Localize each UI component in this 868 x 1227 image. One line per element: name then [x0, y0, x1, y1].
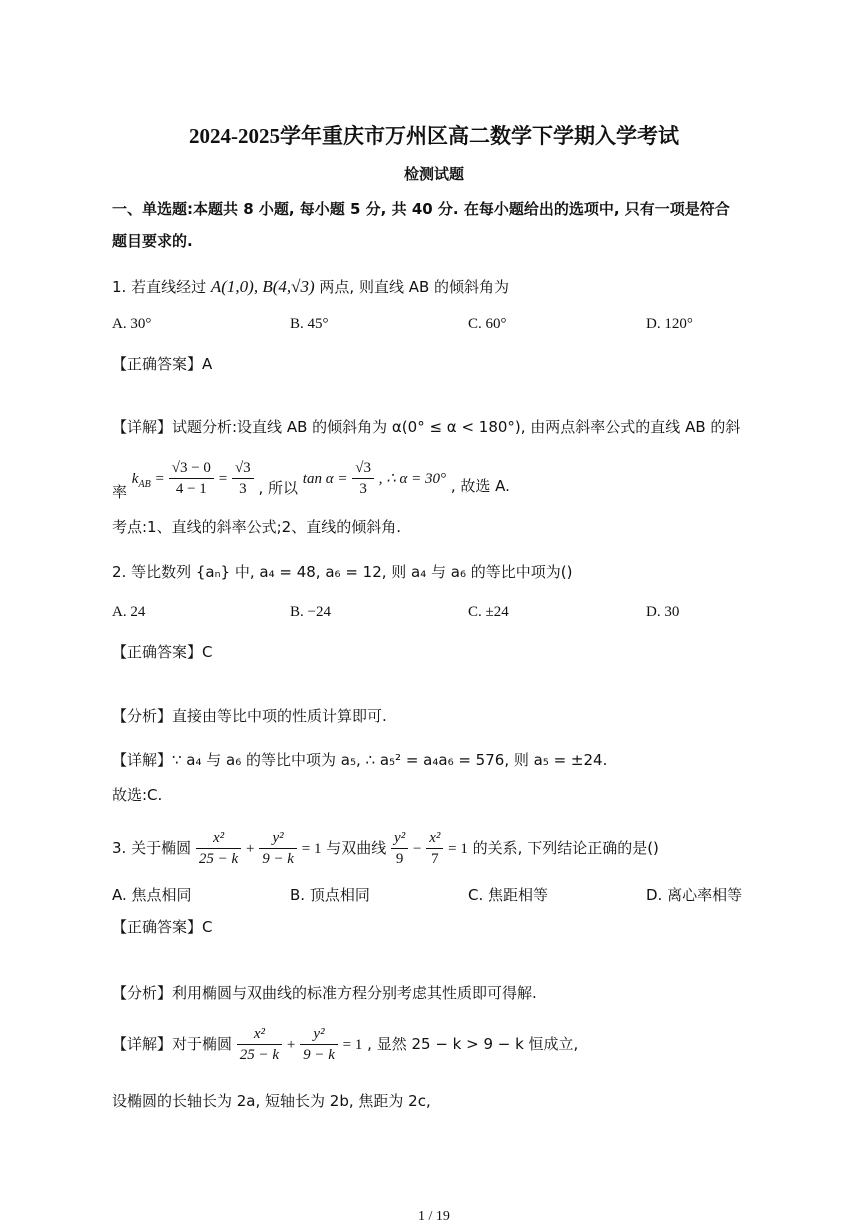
question-3-detail-line2: 设椭圆的长轴长为 2a, 短轴长为 2b, 焦距为 2c,	[112, 1092, 431, 1110]
question-1-points: A(1,0), B(4,√3)	[210, 277, 315, 296]
question-3-detail: 【详解】对于椭圆 $\frac{\text{x²}}{25 - k}$ + $\frac{\text{y²}}{9 - k}$ = 1 , 显然 25 − k > 9 − k 恒成立,	[112, 1026, 579, 1063]
question-3-detail-suffix: , 显然 25 − k > 9 − k 恒成立,	[367, 1035, 579, 1053]
tan-fraction: $\frac{√3}{3}$	[352, 458, 374, 499]
ellipse-term-y: $\frac{\text{y²}}{9 - k}$	[259, 828, 297, 869]
detail-text-suoyi: , 所以	[258, 479, 299, 497]
detail-ellipse-term-x: $\frac{\text{x²}}{25 - k}$	[237, 1024, 282, 1065]
document-subtitle: 检测试题	[403, 165, 464, 183]
question-3-suffix: 的关系, 下列结论正确的是()	[472, 839, 659, 857]
slope-fraction-simplified: $\frac{√3}{3}$	[232, 458, 254, 499]
question-2-stem: 2. 等比数列 {aₙ} 中, a₄ = 48, a₆ = 12, 则 a₄ 与 a₆ 的等比中项为()	[112, 563, 573, 581]
question-1-detail-line2: 率 $k_{AB}$ = $\frac{√3 - 0}{4 - 1}$ = $\frac{√3}{3}$ , 所以 tan α = $\frac{√3}{3}$ , ∴ α = 30° , 故选 A.	[112, 460, 510, 501]
question-2-option-d: D. 30	[646, 604, 680, 620]
question-1-option-a: A. 30°	[112, 316, 152, 332]
hyperbola-term-x: $\frac{\text{x²}}{7}$	[426, 828, 443, 869]
question-1-option-c: C. 60°	[468, 316, 507, 332]
question-3-option-b: B. 顶点相同	[290, 886, 370, 904]
document-title: 2024-2025学年重庆市万州区高二数学下学期入学考试	[189, 124, 679, 148]
question-1-detail-line1: 【详解】试题分析:设直线 AB 的倾斜角为 α(0° ≤ α < 180°), 由两点斜率公式的直线 AB 的斜	[112, 418, 741, 436]
page-number: 1 / 19	[418, 1209, 450, 1224]
question-2-detail: 【详解】∵ a₄ 与 a₆ 的等比中项为 a₅, ∴ a₅² = a₄a₆ = 576, 则 a₅ = ±24.	[112, 751, 608, 769]
detail-text-choose: , 故选 A.	[450, 477, 510, 495]
question-2-option-b: B. −24	[290, 604, 331, 620]
question-3-prefix: 3. 关于椭圆	[112, 839, 192, 857]
equals-sign: =	[155, 471, 164, 487]
slope-fraction: $\frac{√3 - 0}{4 - 1}$	[169, 458, 214, 499]
question-1-option-d: D. 120°	[646, 316, 693, 332]
hyperbola-term-y: $\frac{\text{y²}}{9}$	[391, 828, 408, 869]
tan-expression: tan α =	[302, 471, 348, 487]
question-1-prefix: 1. 若直线经过	[112, 278, 207, 296]
question-3-mid: 与双曲线	[326, 839, 387, 857]
question-3-detail-prefix: 【详解】对于椭圆	[112, 1035, 233, 1053]
question-2-answer: 【正确答案】C	[112, 643, 213, 661]
question-3-option-a: A. 焦点相同	[112, 886, 192, 904]
ellipse-term-x: $\frac{\text{x²}}{25 - k}$	[196, 828, 241, 869]
question-1-suffix: 两点, 则直线 AB 的倾斜角为	[319, 278, 510, 296]
question-3-analysis: 【分析】利用椭圆与双曲线的标准方程分别考虑其性质即可得解.	[112, 984, 537, 1002]
question-2-choose: 故选:C.	[112, 786, 163, 804]
question-2-option-a: A. 24	[112, 604, 146, 620]
detail-ellipse-term-y: $\frac{\text{y²}}{9 - k}$	[300, 1024, 338, 1065]
section-instructions-line1: 一、单选题:本题共 8 小题, 每小题 5 分, 共 40 分. 在每小题给出的选项中, 只有一项是符合	[112, 200, 730, 218]
question-3-option-c: C. 焦距相等	[468, 886, 549, 904]
detail-text-lv: 率	[112, 483, 128, 501]
question-2-analysis: 【分析】直接由等比中项的性质计算即可.	[112, 707, 387, 725]
question-1-answer: 【正确答案】A	[112, 355, 213, 373]
question-3-stem: 3. 关于椭圆 $\frac{\text{x²}}{25 - k}$ + $\frac{\text{y²}}{9 - k}$ = 1 与双曲线 $\frac{\text{y²}}{9}$ − $\frac{\text{x²}}{7}$ = 1 的关系, 下列结论正确的是()	[112, 830, 659, 867]
question-2-option-c: C. ±24	[468, 604, 509, 620]
slope-symbol: $k_{AB}$	[131, 471, 151, 490]
question-1-kaodian: 考点:1、直线的斜率公式;2、直线的倾斜角.	[112, 518, 401, 536]
hyperbola-equals: = 1	[448, 841, 468, 857]
question-1-option-b: B. 45°	[290, 316, 329, 332]
section-instructions-line2: 题目要求的.	[112, 232, 193, 250]
question-1-stem	[112, 276, 509, 297]
question-3-answer: 【正确答案】C	[112, 918, 213, 936]
ellipse-equals: = 1	[301, 841, 322, 857]
alpha-result: , ∴ α = 30°	[378, 471, 447, 487]
question-3-option-d: D. 离心率相等	[646, 886, 743, 904]
